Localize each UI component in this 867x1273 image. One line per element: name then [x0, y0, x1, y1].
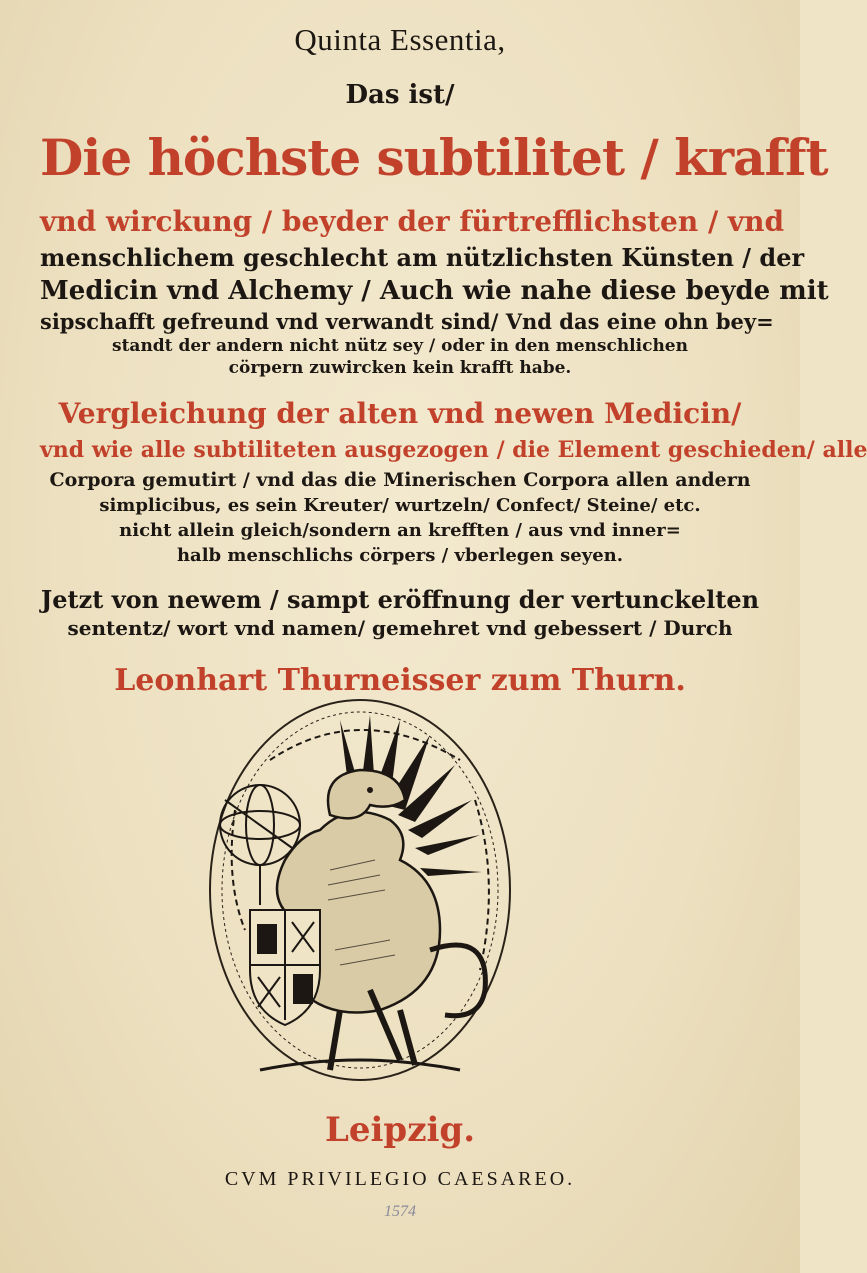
main-title: Die höchste subtilitet / krafft	[40, 128, 828, 187]
subtitle-line-6: cörpern zuwircken kein krafft habe.	[228, 358, 572, 378]
book-title-latin: Quinta Essentia,	[294, 22, 506, 57]
section-line-1: vnd wie alle subtiliteten ausgezogen / die Element geschieden/ alle	[40, 437, 867, 463]
place-of-publication: Leipzig.	[324, 1110, 476, 1150]
subtitle-line-4: sipschafft gefreund vnd verwandt sind/ Vnd das eine ohn bey=	[40, 309, 774, 334]
edition-line-1: Jetzt von newem / sampt eröffnung der vertunckelten	[40, 585, 760, 614]
handwritten-year: 1574	[384, 1203, 416, 1220]
author-name: Leonhart Thurneisser zum Thurn.	[114, 663, 686, 698]
section-line-2: Corpora gemutirt / vnd das die Minerischen Corpora allen andern	[49, 469, 751, 491]
griffin-emblem-icon	[200, 690, 520, 1090]
privilege-line: CVM PRIVILEGIO CAESAREO.	[224, 1168, 576, 1190]
section-line-3: simplicibus, es sein Kreuter/ wurtzeln/ Confect/ Steine/ etc.	[99, 495, 701, 516]
subtitle-line-3: Medicin vnd Alchemy / Auch wie nahe diese beyde mit	[40, 276, 829, 306]
section-line-5: halb menschlichs cörpers / vberlegen seyen.	[176, 545, 624, 566]
edition-line-2: sententz/ wort vnd namen/ gemehret vnd gebessert / Durch	[67, 616, 733, 640]
section-line-4: nicht allein gleich/sondern an krefften / aus vnd inner=	[119, 520, 681, 541]
section-heading: Vergleichung der alten vnd newen Medicin/	[58, 397, 742, 430]
subtitle-line-5: standt der andern nicht nütz sey / oder in den menschlichen	[112, 336, 688, 356]
subtitle-line-2: menschlichem geschlecht am nützlichsten Künsten / der	[40, 243, 805, 272]
das-ist-line: Das ist/	[345, 80, 455, 110]
subtitle-line-1: vnd wirckung / beyder der fürtrefflichsten / vnd	[40, 205, 785, 238]
